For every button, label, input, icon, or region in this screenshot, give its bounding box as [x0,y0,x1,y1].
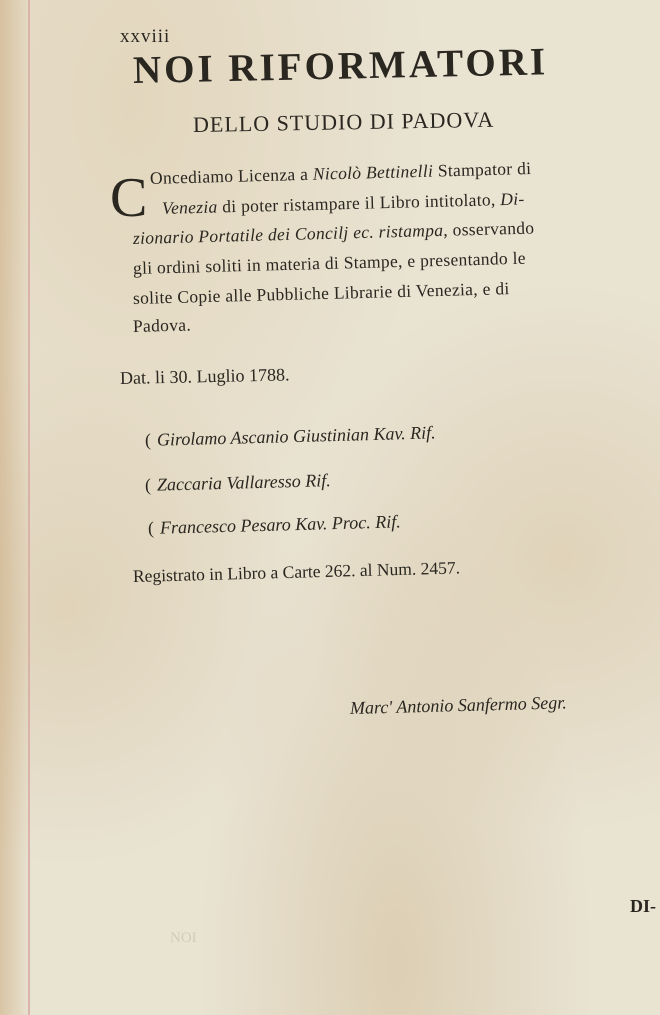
page-number: xxviii [120,26,171,47]
date-line: Dat. li 30. Luglio 1788. [119,364,290,388]
signatory-1: ( Girolamo Ascanio Giustinian Kav. Rif. [144,422,436,450]
drop-cap: C [110,167,148,229]
registration-line: Registrato in Libro a Carte 262. al Num. 2457. [132,557,461,586]
secretary-signature: Marc' Antonio Sanfermo Segr. [349,692,568,718]
body-line-5: solite Copie alle Pubbliche Librarie di Venezia, e di [132,278,510,308]
body-line-3: zionario Portatile dei Concilj ec. ristampa, osservando [132,217,535,248]
page-title: NOI RIFORMATORI [132,40,549,92]
body-line-4: gli ordini soliti in materia di Stampe, e presentando le [132,247,527,278]
page-subtitle: DELLO STUDIO DI PADOVA [192,106,495,137]
signatory-2: ( Zaccaria Vallaresso Rif. [144,470,332,495]
body-line-6: Padova. [132,314,192,336]
signatory-3: ( Francesco Pesaro Kav. Proc. Rif. [147,511,401,538]
bleed-through-text: NOI [170,930,197,946]
page-edge-line [28,0,30,1015]
page-edge-shade [0,0,30,1015]
body-line-1: Oncediamo Licenza a Nicolò Bettinelli Stampator di [149,158,532,188]
body-line-2: Venezia di poter ristampare il Libro intitolato, Di- [161,188,525,218]
catchword: DI- [630,896,656,916]
